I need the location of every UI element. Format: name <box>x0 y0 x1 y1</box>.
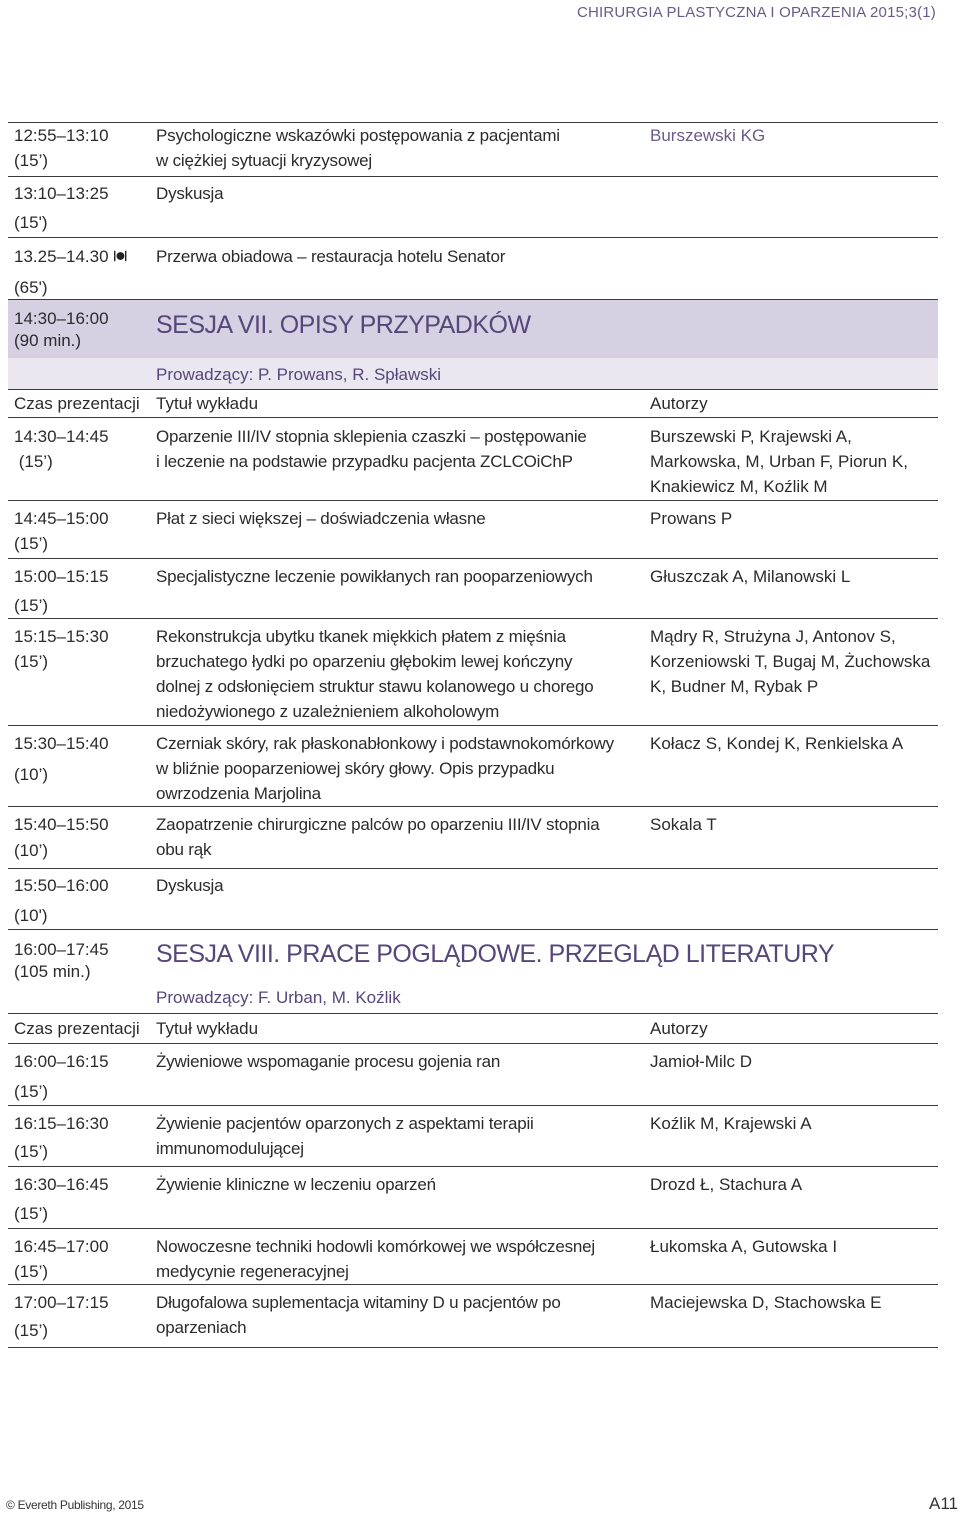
title-line: i leczenie na podstawie przypadku pacjenta ZCLCOiChP <box>156 452 573 471</box>
title-line: Żywienie kliniczne w leczeniu oparzeń <box>156 1175 436 1194</box>
title-cell <box>154 1229 646 1284</box>
authors-cell <box>646 1285 938 1347</box>
duration: (90 min.) <box>14 331 82 350</box>
author-line: Kołacz S, Kondej K, Renkielska A <box>650 734 904 753</box>
time-cell <box>8 726 154 806</box>
time-range: 15:50–16:00 <box>14 876 109 895</box>
time-range: 15:00–15:15 <box>14 567 109 586</box>
session-header-row <box>8 300 938 358</box>
title-cell <box>154 619 646 725</box>
table-row <box>8 807 938 869</box>
duration: (15’) <box>14 452 53 471</box>
time-cell <box>8 358 154 389</box>
time-cell <box>8 501 154 558</box>
author-line: Burszewski P, Krajewski A, <box>650 427 852 446</box>
lunch-time: 13.25–14.30 <box>14 247 109 266</box>
col-header-authors: Autorzy <box>650 1019 708 1038</box>
lunch-break-row <box>8 238 938 300</box>
title-line: dolnej z odsłonięciem struktur stawu kolanowego u chorego <box>156 677 594 696</box>
author-line: Markowska, M, Urban F, Piorun K, <box>650 452 908 471</box>
title-line: niedożywionego z uzależnieniem alkoholowym <box>156 702 500 721</box>
authors-cell <box>646 1167 938 1228</box>
time-range: 14:45–15:00 <box>14 509 109 528</box>
authors-cell <box>646 123 938 176</box>
authors-cell <box>646 807 938 868</box>
title-line: Dyskusja <box>156 184 224 203</box>
table-row <box>8 122 938 177</box>
title-line: brzuchatego łydki po oparzeniu głębokim lewej kończyny <box>156 652 573 671</box>
col-header-time: Czas prezentacji <box>14 1019 140 1038</box>
author-line: Mądry R, Strużyna J, Antonov S, <box>650 627 896 646</box>
title-line: w bliźnie pooparzeniowej skóry głowy. Opis przypadku <box>156 759 555 778</box>
title-line: Przerwa obiadowa – restauracja hotelu Senator <box>156 247 506 266</box>
title-line: Żywienie pacjentów oparzonych z aspektami terapii <box>156 1114 534 1133</box>
time-range: 17:00–17:15 <box>14 1293 109 1312</box>
time-range: 15:15–15:30 <box>14 627 109 646</box>
title-line: Nowoczesne techniki hodowli komórkowej we współczesnej <box>156 1237 595 1256</box>
time-cell <box>8 1106 154 1166</box>
author-line: Koźlik M, Krajewski A <box>650 1114 812 1133</box>
table-row <box>8 1285 938 1348</box>
table-row <box>8 501 938 559</box>
table-row <box>8 726 938 807</box>
title-cell <box>154 418 646 500</box>
table-row <box>8 869 938 930</box>
author-line: K, Budner M, Rybak P <box>650 677 819 696</box>
column-header-row <box>8 390 938 418</box>
table-row <box>8 559 938 619</box>
title-cell <box>154 501 646 558</box>
authors-cell <box>646 238 938 299</box>
page-number: A11 <box>929 1494 958 1513</box>
title-cell <box>154 358 646 389</box>
time-cell <box>8 619 154 725</box>
title-cell <box>154 930 835 980</box>
copyright: © Evereth Publishing, 2015 <box>6 1498 144 1512</box>
time-cell <box>8 1044 154 1105</box>
authors-cell <box>646 1229 938 1284</box>
author-line: Łukomska A, Gutowska I <box>650 1237 838 1256</box>
authors-cell <box>646 1044 938 1105</box>
author-line: Prowans P <box>650 509 733 528</box>
author-line: Korzeniowski T, Bugaj M, Żuchowska <box>650 652 931 671</box>
time-cell <box>8 123 154 176</box>
title-cell <box>154 123 646 176</box>
title-line: Czerniak skóry, rak płaskonabłonkowy i podstawnokomórkowy <box>156 734 614 753</box>
col-header-authors: Autorzy <box>650 394 708 413</box>
authors-cell <box>646 358 938 389</box>
title-line: Żywieniowe wspomaganie procesu gojenia ran <box>156 1052 501 1071</box>
col-header-title: Tytuł wykładu <box>156 394 259 413</box>
table-row <box>8 1106 938 1167</box>
time-cell <box>8 238 154 299</box>
programme-table <box>8 122 938 1348</box>
time-range: 16:30–16:45 <box>14 1175 109 1194</box>
time-cell <box>8 559 154 618</box>
authors-cell <box>646 418 938 500</box>
authors-cell <box>646 300 938 358</box>
authors-cell <box>646 930 938 980</box>
session-title: SESJA VIII. PRACE POGLĄDOWE. PRZEGLĄD LITERATURY <box>156 940 835 968</box>
duration: (15’) <box>14 534 49 553</box>
title-line: immunomodulującej <box>156 1139 304 1158</box>
title-cell <box>154 980 646 1013</box>
authors-cell <box>646 177 938 237</box>
authors-cell <box>646 980 938 1013</box>
time-range: 15:30–15:40 <box>14 734 109 753</box>
duration: (10’) <box>14 765 49 784</box>
author-line: Drozd Ł, Stachura A <box>650 1175 803 1194</box>
duration: (15’) <box>14 652 49 671</box>
title-cell <box>154 869 646 929</box>
time-cell <box>8 869 154 929</box>
time-range: 13:10–13:25 <box>14 184 109 203</box>
authors-cell <box>646 869 938 929</box>
time-cell <box>8 300 154 358</box>
col-header-time: Czas prezentacji <box>14 394 140 413</box>
author-line: Burszewski KG <box>650 126 766 145</box>
column-header-row <box>8 1014 938 1044</box>
duration: (15’) <box>14 1204 49 1223</box>
title-cell <box>154 1167 646 1228</box>
time-range: 15:40–15:50 <box>14 815 109 834</box>
title-cell <box>154 726 646 806</box>
author-line: Głuszczak A, Milanowski L <box>650 567 851 586</box>
time-range: 16:45–17:00 <box>14 1237 109 1256</box>
duration: (105 min.) <box>14 962 91 981</box>
title-cell <box>154 177 646 237</box>
author-line: Sokala T <box>650 815 717 834</box>
time-cell <box>8 418 154 500</box>
title-line: oparzeniach <box>156 1318 247 1337</box>
time-cell <box>8 980 154 1013</box>
title-cell <box>154 559 646 618</box>
authors-cell <box>646 619 938 725</box>
time-range: 16:00–17:45 <box>14 940 109 959</box>
title-line: Rekonstrukcja ubytku tkanek miękkich płatem z mięśnia <box>156 627 566 646</box>
authors-cell <box>646 559 938 618</box>
title-line: Oparzenie III/IV stopnia sklepienia czaszki – postępowanie <box>156 427 587 446</box>
session-header-row <box>8 930 938 980</box>
duration: (15’) <box>14 596 49 615</box>
title-cell <box>154 807 646 868</box>
table-row <box>8 619 938 726</box>
time-range: 14:30–14:45 <box>14 427 109 446</box>
title-cell <box>154 1106 646 1166</box>
duration: (15’) <box>14 1142 49 1161</box>
duration: (65') <box>14 278 48 297</box>
authors-cell <box>646 501 938 558</box>
session-chairs: Prowadzący: P. Prowans, R. Spławski <box>156 365 442 384</box>
title-line: Specjalistyczne leczenie powikłanych ran pooparzeniowych <box>156 567 593 586</box>
authors-cell <box>646 1106 938 1166</box>
table-row <box>8 177 938 238</box>
table-row <box>8 1044 938 1106</box>
time-cell <box>8 1285 154 1347</box>
title-line: w ciężkiej sytuacji kryzysowej <box>156 151 372 170</box>
table-row <box>8 1229 938 1285</box>
title-cell <box>154 1044 646 1105</box>
author-line: Knakiewicz M, Koźlik M <box>650 477 828 496</box>
title-line: Długofalowa suplementacja witaminy D u pacjentów po <box>156 1293 561 1312</box>
duration: (15’) <box>14 1321 49 1340</box>
duration: (10’) <box>14 841 49 860</box>
author-line: Maciejewska D, Stachowska E <box>650 1293 882 1312</box>
title-line: medycynie regeneracyjnej <box>156 1262 349 1281</box>
time-range: 16:15–16:30 <box>14 1114 109 1133</box>
authors-cell <box>646 726 938 806</box>
duration: (15') <box>14 213 48 232</box>
title-line: Zaopatrzenie chirurgiczne palców po oparzeniu III/IV stopnia <box>156 815 600 834</box>
duration: (15’) <box>14 151 49 170</box>
time-range: 12:55–13:10 <box>14 126 109 145</box>
author-line: Jamioł-Milc D <box>650 1052 752 1071</box>
time-range <box>14 244 154 269</box>
dining-icon <box>113 249 127 263</box>
duration: (15’) <box>14 1262 49 1281</box>
title-cell <box>154 300 646 358</box>
time-range: 16:00–16:15 <box>14 1052 109 1071</box>
col-header-title: Tytuł wykładu <box>156 1019 259 1038</box>
title-line: obu rąk <box>156 840 212 859</box>
time-cell <box>8 930 154 980</box>
time-cell <box>8 1229 154 1284</box>
time-cell <box>8 1167 154 1228</box>
title-line: Płat z sieci większej – doświadczenia własne <box>156 509 486 528</box>
title-cell <box>154 238 646 299</box>
time-cell <box>8 807 154 868</box>
time-cell <box>8 177 154 237</box>
duration: (10') <box>14 906 48 925</box>
session-chair-row <box>8 980 938 1014</box>
session-chairs: Prowadzący: F. Urban, M. Koźlik <box>156 988 401 1007</box>
time-range: 14:30–16:00 <box>14 309 109 328</box>
title-line: Dyskusja <box>156 876 224 895</box>
table-row <box>8 418 938 501</box>
title-line: owrzodzenia Marjolina <box>156 784 321 803</box>
session-chair-row <box>8 358 938 390</box>
journal-header: CHIRURGIA PLASTYCZNA I OPARZENIA 2015;3(1) <box>576 4 936 21</box>
title-line: Psychologiczne wskazówki postępowania z pacjentami <box>156 126 560 145</box>
table-row <box>8 1167 938 1229</box>
session-title: SESJA VII. OPISY PRZYPADKÓW <box>156 311 531 339</box>
title-cell <box>154 1285 646 1347</box>
duration: (15’) <box>14 1082 49 1101</box>
